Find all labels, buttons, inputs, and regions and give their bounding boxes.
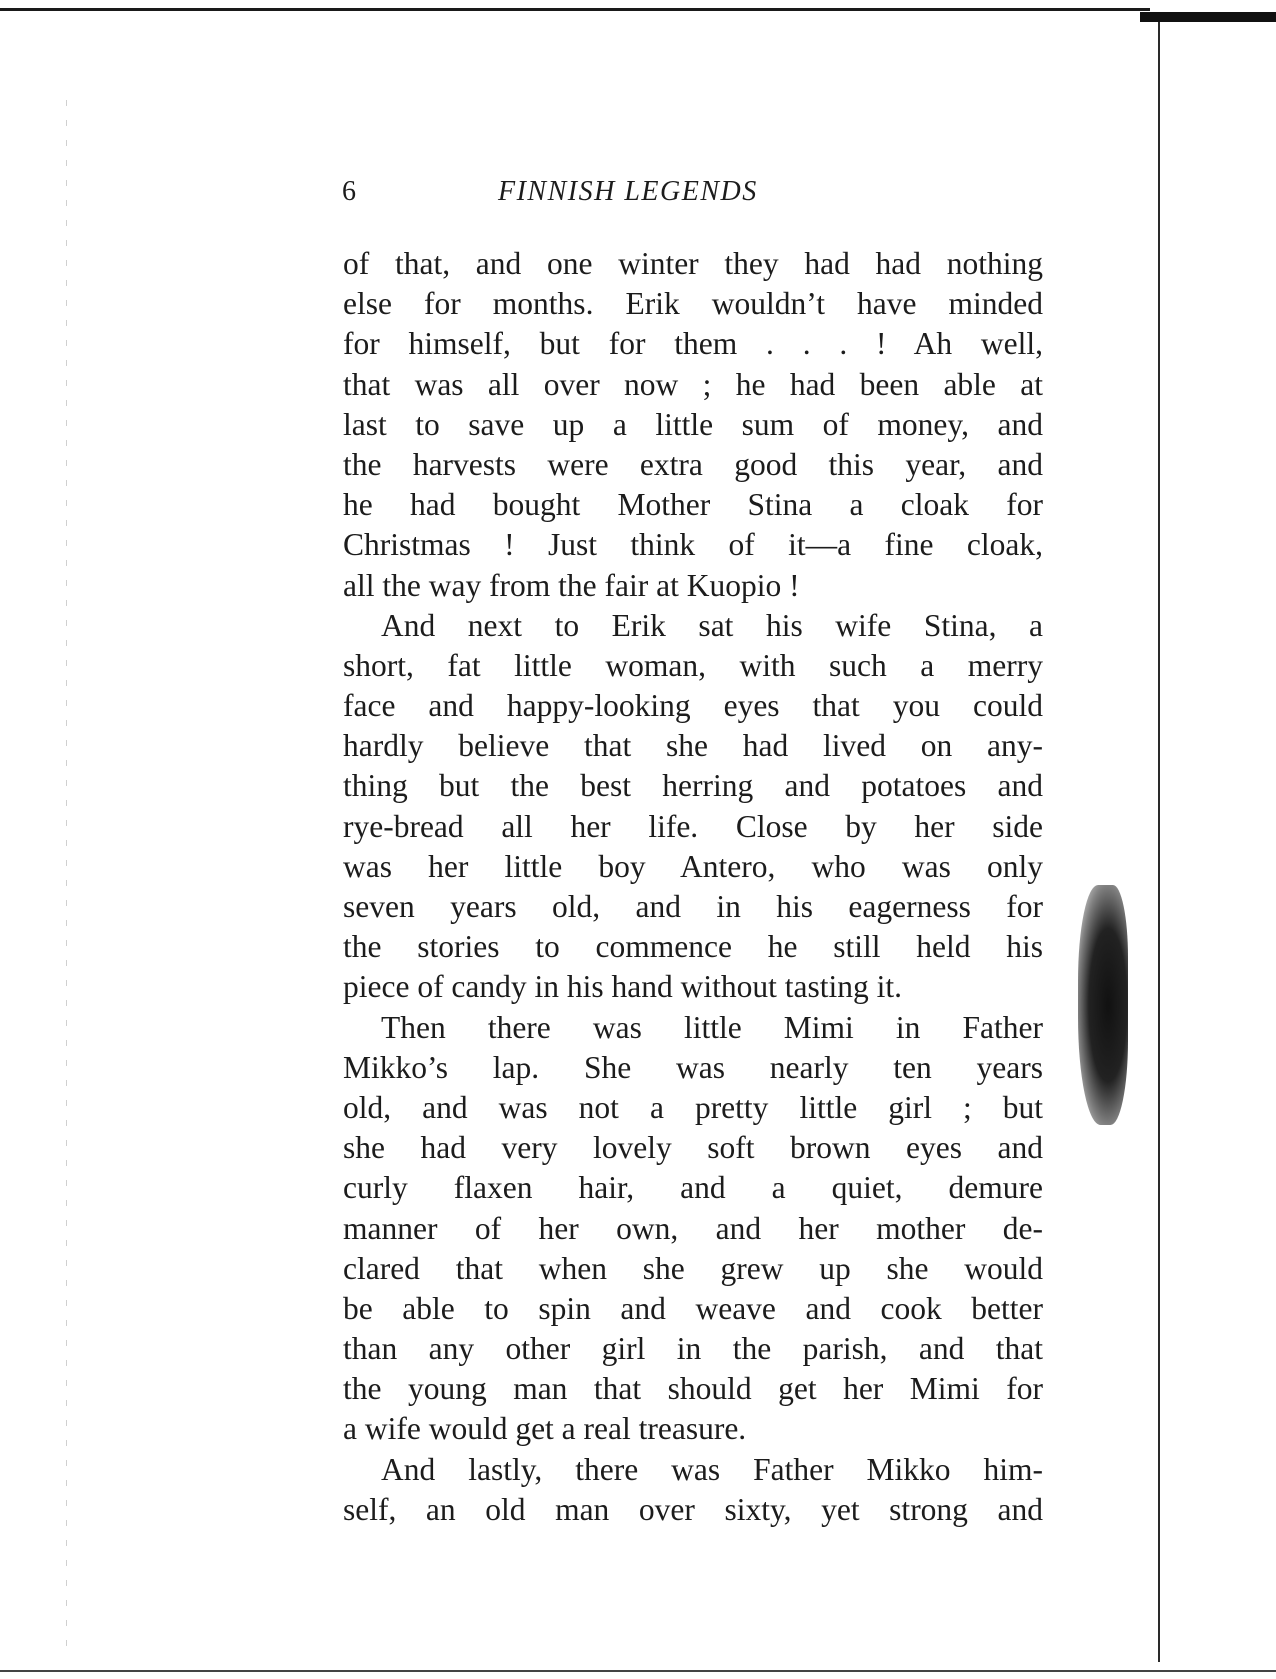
text-line: than any other girl in the parish, and that [343,1331,1043,1367]
text-line: that was all over now ; he had been able at [343,366,1043,402]
text-line: of that, and one winter they had had nothing [343,246,1043,281]
ink-bleed-mark [1078,885,1128,1125]
text-line: a wife would get a real treasure. [343,1411,747,1447]
body-text [343,244,1043,1530]
text-line: clared that when she grew up she would [343,1250,1043,1286]
text-line: the harvests were extra good this year, and [343,446,1043,482]
text-line: all the way from the fair at Kuopio ! [343,567,800,603]
text-line: Mikko’s lap. She was nearly ten years [343,1049,1043,1085]
text-line: hardly believe that she had lived on any- [343,728,1043,764]
running-title: FINNISH LEGENDS [498,176,758,207]
text-line: Then there was little Mimi in Father [381,1009,1043,1045]
top-border-rule [0,8,1150,11]
text-line: she had very lovely soft brown eyes and [343,1130,1043,1166]
page-number: 6 [342,176,356,207]
text-line: else for months. Erik wouldn’t have minded [343,286,1043,322]
text-line: be able to spin and weave and cook better [343,1290,1043,1326]
page-right-edge [1158,22,1160,1662]
text-line: piece of candy in his hand without tasting it. [343,969,903,1005]
text-line: self, an old man over sixty, yet strong and [343,1491,1043,1527]
top-right-binding-mark [1140,12,1276,22]
page-header [342,176,1042,216]
text-line: the stories to commence he still held his [343,929,1043,965]
text-line: seven years old, and in his eagerness for [343,889,1043,924]
text-line: rye-bread all her life. Close by her side [343,808,1043,844]
bottom-border-rule [0,1670,1276,1672]
text-line: was her little boy Antero, who was only [343,848,1043,884]
text-line: thing but the best herring and potatoes and [343,768,1043,804]
text-line: for himself, but for them . . . ! Ah well, [343,326,1043,362]
text-line: short, fat little woman, with such a merry [343,647,1043,683]
left-margin-scan-line [66,100,67,1660]
text-line: the young man that should get her Mimi for [343,1371,1043,1407]
text-line: manner of her own, and her mother de- [343,1210,1043,1246]
text-line: he had bought Mother Stina a cloak for [343,487,1043,523]
text-line: And next to Erik sat his wife Stina, a [381,607,1043,643]
text-line: And lastly, there was Father Mikko him- [381,1451,1043,1487]
text-line: last to save up a little sum of money, and [343,406,1043,442]
text-line: curly flaxen hair, and a quiet, demure [343,1170,1043,1206]
text-line: Christmas ! Just think of it—a fine cloak, [343,527,1043,563]
text-line: face and happy-looking eyes that you could [343,688,1043,724]
text-line: old, and was not a pretty little girl ; but [343,1089,1043,1125]
